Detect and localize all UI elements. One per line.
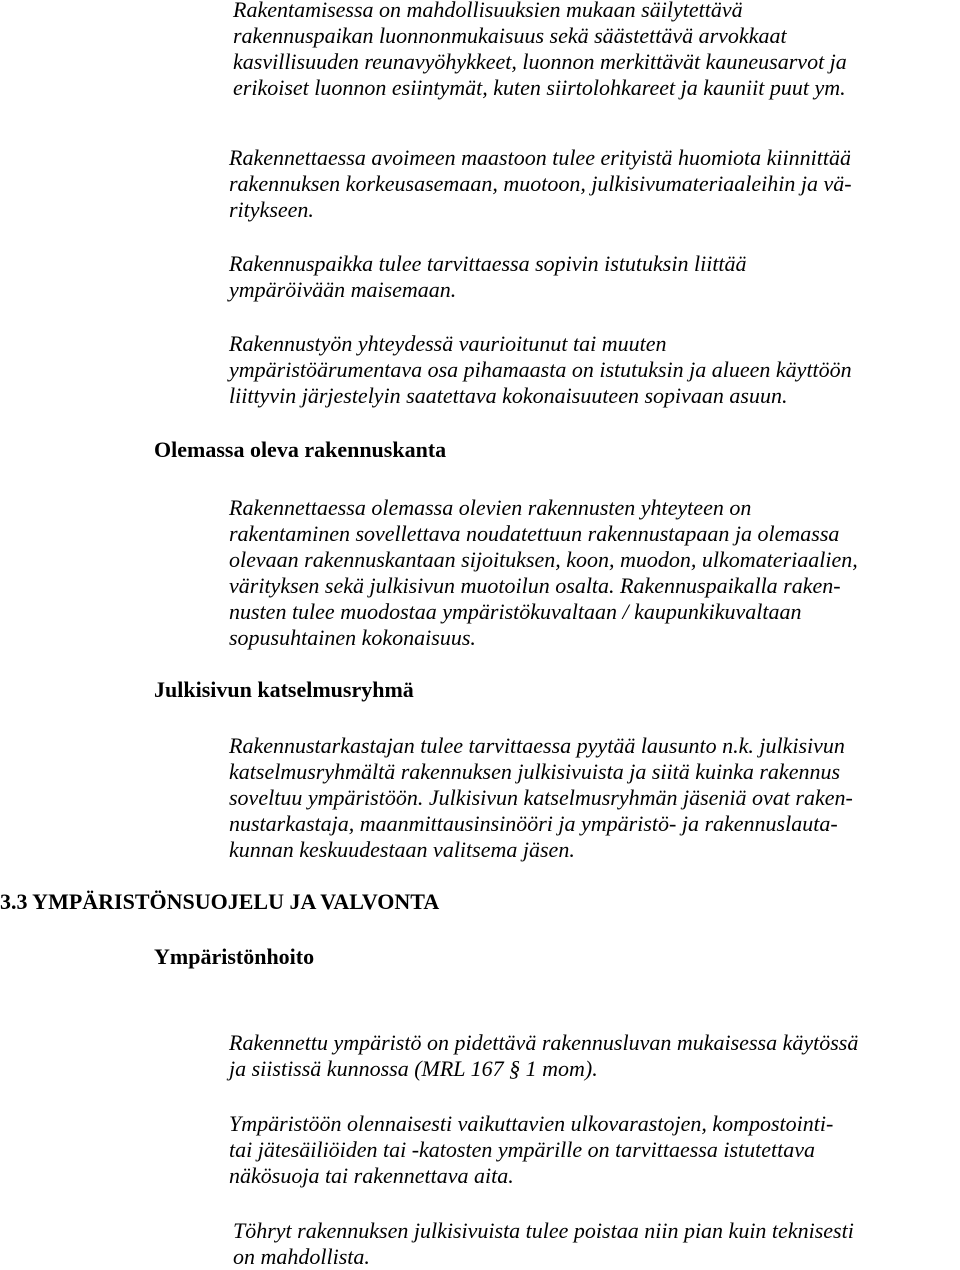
paragraph-damaged-yard [229, 331, 959, 409]
paragraph-line: erikoiset luonnon esiintymät, kuten siirtolohkareet ja kauniit puut ym. [233, 75, 846, 100]
paragraph-line: olevaan rakennuskantaan sijoituksen, koon, muodon, ulkomateriaalien, [229, 547, 858, 572]
paragraph-line: kunnan keskuudestaan valitsema jäsen. [229, 837, 575, 862]
paragraph-line: ympäröivään maisemaan. [229, 277, 457, 302]
paragraph-line: Rakennettaessa avoimeen maastoon tulee erityistä huomiota kiinnittää [229, 145, 851, 170]
paragraph-line: Töhryt rakennuksen julkisivuista tulee poistaa niin pian kuin teknisesti [233, 1218, 854, 1243]
paragraph-open-terrain [229, 145, 959, 223]
paragraph-line: ritykseen. [229, 197, 314, 222]
paragraph-line: rakentaminen sovellettava noudatettuun rakennustapaan ja olemassa [229, 521, 840, 546]
paragraph-outdoor-storage [229, 1111, 959, 1189]
paragraph-line: kasvillisuuden reunavyöhykkeet, luonnon merkittävät kauneusarvot ja [233, 49, 847, 74]
paragraph-line: katselmusryhmältä rakennuksen julkisivuista ja siitä kuinka rakennus [229, 759, 841, 784]
paragraph-graffiti [233, 1218, 960, 1270]
paragraph-planting [229, 251, 959, 303]
paragraph-line: nustarkastaja, maanmittausinsinööri ja ympäristö- ja rakennuslauta- [229, 811, 838, 836]
paragraph-line: soveltuu ympäristöön. Julkisivun katselmusryhmän jäseniä ovat raken- [229, 785, 853, 810]
paragraph-line: liittyvin järjestelyin saatettava kokonaisuuteen sopivaan asuun. [229, 383, 788, 408]
paragraph-line: rakennuspaikan luonnonmukaisuus sekä säästettävä arvokkaat [233, 23, 787, 48]
paragraph-line: rakennuksen korkeusasemaan, muotoon, julkisivumateriaaleihin ja vä- [229, 171, 852, 196]
heading-environmental-care: Ympäristönhoito [154, 944, 315, 969]
paragraph-line: Ympäristöön olennaisesti vaikuttavien ulkovarastojen, kompostointi- [229, 1111, 834, 1136]
paragraph-line: Rakennustarkastajan tulee tarvittaessa pyytää lausunto n.k. julkisivun [229, 733, 845, 758]
paragraph-preservation [233, 0, 960, 101]
paragraph-line: ympäristöärumentava osa pihamaasta on istutuksin ja alueen käyttöön [229, 357, 852, 382]
paragraph-line: sopusuhtainen kokonaisuus. [229, 625, 476, 650]
paragraph-line: Rakennuspaikka tulee tarvittaessa sopivin istutuksin liittää [229, 251, 747, 276]
heading-section-3-3: 3.3 YMPÄRISTÖNSUOJELU JA VALVONTA [0, 889, 440, 914]
paragraph-line: Rakennustyön yhteydessä vaurioitunut tai muuten [229, 331, 667, 356]
paragraph-line: näkösuoja tai rakennettava aita. [229, 1163, 514, 1188]
paragraph-line: tai jätesäiliöiden tai -katosten ympärille on tarvittaessa istutettava [229, 1137, 815, 1162]
paragraph-line: värityksen sekä julkisivun muotoilun osalta. Rakennuspaikalla raken- [229, 573, 841, 598]
heading-existing-buildings: Olemassa oleva rakennuskanta [154, 437, 447, 462]
heading-facade-review-group: Julkisivun katselmusryhmä [154, 677, 414, 702]
paragraph-line: Rakennettu ympäristö on pidettävä rakennusluvan mukaisessa käytössä [229, 1030, 859, 1055]
paragraph-facade-review [229, 733, 959, 863]
paragraph-line: ja siistissä kunnossa (MRL 167 § 1 mom). [229, 1056, 598, 1081]
paragraph-line: nusten tulee muodostaa ympäristökuvaltaan / kaupunkikuvaltaan [229, 599, 802, 624]
paragraph-line: Rakennettaessa olemassa olevien rakennusten yhteyteen on [229, 495, 752, 520]
paragraph-maintained-environment [229, 1030, 959, 1082]
paragraph-line: on mahdollista. [233, 1244, 370, 1269]
paragraph-line: Rakentamisessa on mahdollisuuksien mukaan säilytettävä [233, 0, 743, 22]
paragraph-existing-buildings [229, 495, 959, 651]
